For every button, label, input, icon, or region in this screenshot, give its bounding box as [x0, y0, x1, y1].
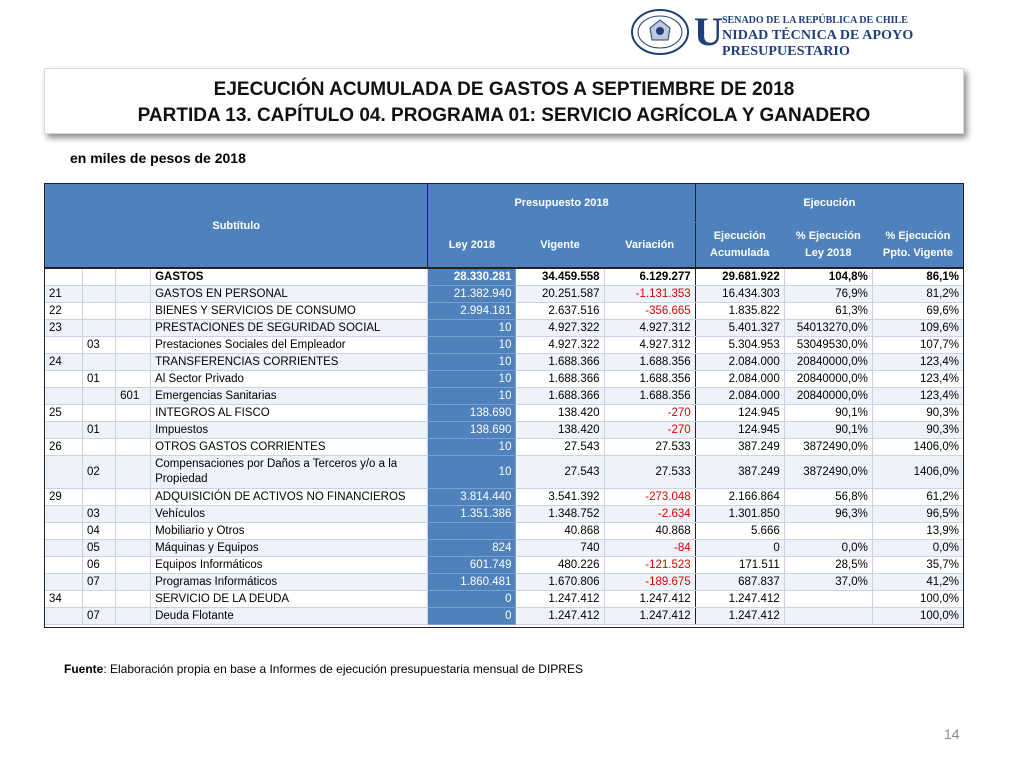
- table-row: [45, 405, 964, 422]
- cell-ejecucion-acumulada: 2.166.864: [695, 489, 784, 506]
- cell-vigente: 4.927.322: [516, 337, 604, 354]
- cell-pct-ley: 56,8%: [784, 489, 872, 506]
- cell-ley-2018: 138.690: [428, 422, 516, 439]
- cell-subtitulo-code: [45, 608, 83, 625]
- cell-ley-2018: 10: [428, 439, 516, 456]
- cell-pct-vigente: 1406,0%: [872, 456, 963, 489]
- cell-item-code: 03: [83, 506, 116, 523]
- cell-vigente: 1.348.752: [516, 506, 604, 523]
- cell-pct-ley: 96,3%: [784, 506, 872, 523]
- cell-variacion: -2.634: [604, 506, 695, 523]
- cell-pct-vigente: 96,5%: [872, 506, 963, 523]
- cell-pct-ley: 61,3%: [784, 303, 872, 320]
- header-variacion: Variación: [604, 223, 695, 269]
- cell-asignacion-code: [116, 489, 151, 506]
- source-note: [64, 662, 583, 676]
- cell-ley-2018: 0: [428, 591, 516, 608]
- cell-pct-vigente: 86,1%: [872, 268, 963, 286]
- header-presupuesto: Presupuesto 2018: [428, 184, 695, 223]
- cell-asignacion-code: [116, 286, 151, 303]
- cell-variacion: 1.688.356: [604, 354, 695, 371]
- cell-pct-ley: [784, 523, 872, 540]
- cell-ejecucion-acumulada: 2.084.000: [695, 371, 784, 388]
- cell-concept-name: GASTOS EN PERSONAL: [151, 286, 428, 303]
- cell-concept-name: Máquinas y Equipos: [151, 540, 428, 557]
- cell-ejecucion-acumulada: 29.681.922: [695, 268, 784, 286]
- cell-concept-name: Al Sector Privado: [151, 371, 428, 388]
- cell-item-code: 03: [83, 337, 116, 354]
- cell-asignacion-code: [116, 540, 151, 557]
- cell-ejecucion-acumulada: 124.945: [695, 422, 784, 439]
- table-row: [45, 489, 964, 506]
- header-ejecucion: Ejecución: [695, 184, 963, 223]
- cell-item-code: 07: [83, 608, 116, 625]
- cell-ley-2018: 28.330.281: [428, 268, 516, 286]
- cell-subtitulo-code: 25: [45, 405, 83, 422]
- cell-concept-name: Emergencias Sanitarias: [151, 388, 428, 405]
- cell-pct-vigente: 100,0%: [872, 591, 963, 608]
- cell-concept-name: TRANSFERENCIAS CORRIENTES: [151, 354, 428, 371]
- cell-subtitulo-code: [45, 523, 83, 540]
- cell-variacion: -270: [604, 422, 695, 439]
- cell-item-code: 01: [83, 422, 116, 439]
- cell-subtitulo-code: 34: [45, 591, 83, 608]
- cell-subtitulo-code: [45, 337, 83, 354]
- cell-concept-name: Deuda Flotante: [151, 608, 428, 625]
- cell-variacion: -1.131.353: [604, 286, 695, 303]
- header-ley: Ley 2018: [428, 223, 516, 269]
- cell-ejecucion-acumulada: 387.249: [695, 456, 784, 489]
- cell-asignacion-code: [116, 506, 151, 523]
- cell-pct-ley: 53049530,0%: [784, 337, 872, 354]
- cell-ejecucion-acumulada: 5.401.327: [695, 320, 784, 337]
- table-row: [45, 286, 964, 303]
- cell-subtitulo-code: [45, 422, 83, 439]
- table-row: [45, 523, 964, 540]
- cell-variacion: -270: [604, 405, 695, 422]
- cell-pct-vigente: 35,7%: [872, 557, 963, 574]
- table-row: [45, 422, 964, 439]
- cell-item-code: [83, 388, 116, 405]
- cell-asignacion-code: [116, 303, 151, 320]
- cell-ley-2018: 10: [428, 388, 516, 405]
- cell-pct-vigente: 123,4%: [872, 371, 963, 388]
- cell-asignacion-code: [116, 574, 151, 591]
- cell-ejecucion-acumulada: 1.247.412: [695, 608, 784, 625]
- source-label: Fuente: [64, 662, 104, 676]
- cell-item-code: 07: [83, 574, 116, 591]
- cell-pct-vigente: 100,0%: [872, 608, 963, 625]
- cell-pct-vigente: 81,2%: [872, 286, 963, 303]
- cell-vigente: 1.688.366: [516, 388, 604, 405]
- cell-variacion: 6.129.277: [604, 268, 695, 286]
- cell-variacion: -356.665: [604, 303, 695, 320]
- cell-variacion: -189.675: [604, 574, 695, 591]
- cell-item-code: [83, 489, 116, 506]
- cell-pct-vigente: 69,6%: [872, 303, 963, 320]
- cell-vigente: 1.247.412: [516, 608, 604, 625]
- source-text: : Elaboración propia en base a Informes de ejecución presupuestaria mensual de DIPRES: [103, 662, 583, 676]
- cell-subtitulo-code: 21: [45, 286, 83, 303]
- cell-subtitulo-code: 23: [45, 320, 83, 337]
- cell-asignacion-code: [116, 268, 151, 286]
- cell-pct-ley: 3872490,0%: [784, 439, 872, 456]
- table-row: [45, 320, 964, 337]
- cell-subtitulo-code: 26: [45, 439, 83, 456]
- cell-concept-name: PRESTACIONES DE SEGURIDAD SOCIAL: [151, 320, 428, 337]
- cell-pct-ley: 37,0%: [784, 574, 872, 591]
- cell-ley-2018: 138.690: [428, 405, 516, 422]
- cell-variacion: -273.048: [604, 489, 695, 506]
- senate-seal-logo: [630, 8, 690, 56]
- table-row: [45, 540, 964, 557]
- cell-ejecucion-acumulada: 2.084.000: [695, 354, 784, 371]
- cell-vigente: 27.543: [516, 439, 604, 456]
- cell-concept-name: Vehículos: [151, 506, 428, 523]
- cell-asignacion-code: [116, 422, 151, 439]
- cell-subtitulo-code: [45, 388, 83, 405]
- budget-table: [44, 183, 964, 625]
- cell-variacion: 1.688.356: [604, 388, 695, 405]
- cell-pct-ley: 3872490,0%: [784, 456, 872, 489]
- cell-variacion: 1.688.356: [604, 371, 695, 388]
- cell-concept-name: BIENES Y SERVICIOS DE CONSUMO: [151, 303, 428, 320]
- cell-concept-name: ADQUISICIÓN DE ACTIVOS NO FINANCIEROS: [151, 489, 428, 506]
- cell-ley-2018: 10: [428, 456, 516, 489]
- cell-pct-vigente: 41,2%: [872, 574, 963, 591]
- cell-ejecucion-acumulada: 1.247.412: [695, 591, 784, 608]
- cell-concept-name: Compensaciones por Daños a Terceros y/o a la Propiedad: [151, 456, 428, 489]
- cell-pct-vigente: 13,9%: [872, 523, 963, 540]
- cell-ejecucion-acumulada: 2.084.000: [695, 388, 784, 405]
- table-row: [45, 456, 964, 489]
- cell-item-code: [83, 439, 116, 456]
- cell-pct-ley: 90,1%: [784, 405, 872, 422]
- cell-pct-ley: [784, 608, 872, 625]
- cell-vigente: 27.543: [516, 456, 604, 489]
- cell-asignacion-code: 601: [116, 388, 151, 405]
- table-row: [45, 574, 964, 591]
- cell-asignacion-code: [116, 337, 151, 354]
- cell-asignacion-code: [116, 354, 151, 371]
- cell-vigente: 3.541.392: [516, 489, 604, 506]
- cell-subtitulo-code: [45, 456, 83, 489]
- cell-ley-2018: [428, 523, 516, 540]
- table-row: [45, 268, 964, 286]
- cell-item-code: [83, 286, 116, 303]
- cell-subtitulo-code: [45, 540, 83, 557]
- cell-vigente: 2.637.516: [516, 303, 604, 320]
- cell-item-code: [83, 354, 116, 371]
- cell-asignacion-code: [116, 557, 151, 574]
- cell-vigente: 34.459.558: [516, 268, 604, 286]
- cell-asignacion-code: [116, 320, 151, 337]
- logo-initial: U: [694, 9, 723, 54]
- cell-pct-ley: 20840000,0%: [784, 354, 872, 371]
- title-box: [44, 68, 964, 134]
- cell-ley-2018: 10: [428, 354, 516, 371]
- table-row: [45, 506, 964, 523]
- cell-ley-2018: 1.351.386: [428, 506, 516, 523]
- cell-vigente: 138.420: [516, 422, 604, 439]
- cell-ejecucion-acumulada: 1.835.822: [695, 303, 784, 320]
- cell-subtitulo-code: [45, 268, 83, 286]
- cell-item-code: 01: [83, 371, 116, 388]
- cell-ley-2018: 601.749: [428, 557, 516, 574]
- header-ejecucion-acumulada: Ejecución Acumulada: [695, 223, 784, 269]
- table-row: [45, 591, 964, 608]
- cell-variacion: 27.533: [604, 439, 695, 456]
- cell-subtitulo-code: 22: [45, 303, 83, 320]
- cell-subtitulo-code: [45, 574, 83, 591]
- cell-variacion: 40.868: [604, 523, 695, 540]
- logo-unit-name: NIDAD TÉCNICA DE APOYO PRESUPUESTARIO: [722, 28, 914, 59]
- cell-asignacion-code: [116, 523, 151, 540]
- units-label: en miles de pesos de 2018: [70, 150, 246, 166]
- cell-ejecucion-acumulada: 5.304.953: [695, 337, 784, 354]
- cell-pct-ley: 20840000,0%: [784, 388, 872, 405]
- cell-variacion: -121.523: [604, 557, 695, 574]
- cell-asignacion-code: [116, 608, 151, 625]
- cell-ejecucion-acumulada: 171.511: [695, 557, 784, 574]
- cell-pct-ley: 0,0%: [784, 540, 872, 557]
- title-line-2: PARTIDA 13. CAPÍTULO 04. PROGRAMA 01: SERVICIO AGRÍCOLA Y GANADERO: [137, 105, 871, 126]
- cell-item-code: [83, 405, 116, 422]
- table-row: [45, 557, 964, 574]
- cell-ejecucion-acumulada: 387.249: [695, 439, 784, 456]
- cell-ley-2018: 1.860.481: [428, 574, 516, 591]
- cell-item-code: 06: [83, 557, 116, 574]
- cell-ejecucion-acumulada: 687.837: [695, 574, 784, 591]
- cell-concept-name: SERVICIO DE LA DEUDA: [151, 591, 428, 608]
- cell-pct-vigente: 90,3%: [872, 422, 963, 439]
- cell-ley-2018: 3.814.440: [428, 489, 516, 506]
- cell-ley-2018: 2.994.181: [428, 303, 516, 320]
- cell-pct-ley: 90,1%: [784, 422, 872, 439]
- cell-concept-name: Impuestos: [151, 422, 428, 439]
- cell-ejecucion-acumulada: 1.301.850: [695, 506, 784, 523]
- cell-pct-vigente: 61,2%: [872, 489, 963, 506]
- cell-item-code: [83, 268, 116, 286]
- cell-concept-name: INTEGROS AL FISCO: [151, 405, 428, 422]
- cell-concept-name: OTROS GASTOS CORRIENTES: [151, 439, 428, 456]
- logo-senate-name: SENADO DE LA REPÚBLICA DE CHILE: [722, 15, 908, 26]
- cell-ejecucion-acumulada: 5.666: [695, 523, 784, 540]
- header-pct-vigente: % Ejecución Ppto. Vigente: [872, 223, 963, 269]
- cell-variacion: 27.533: [604, 456, 695, 489]
- cell-vigente: 1.247.412: [516, 591, 604, 608]
- cell-item-code: [83, 303, 116, 320]
- cell-vigente: 40.868: [516, 523, 604, 540]
- cell-ley-2018: 10: [428, 371, 516, 388]
- cell-item-code: [83, 591, 116, 608]
- cell-pct-ley: 76,9%: [784, 286, 872, 303]
- header-pct-ley: % Ejecución Ley 2018: [784, 223, 872, 269]
- cell-pct-vigente: 109,6%: [872, 320, 963, 337]
- table-row: [45, 303, 964, 320]
- cell-concept-name: Prestaciones Sociales del Empleador: [151, 337, 428, 354]
- cell-vigente: 1.688.366: [516, 354, 604, 371]
- cell-asignacion-code: [116, 439, 151, 456]
- cell-vigente: 1.670.806: [516, 574, 604, 591]
- cell-ejecucion-acumulada: 0: [695, 540, 784, 557]
- cell-variacion: 1.247.412: [604, 591, 695, 608]
- cell-pct-vigente: 107,7%: [872, 337, 963, 354]
- cell-subtitulo-code: [45, 506, 83, 523]
- cell-vigente: 480.226: [516, 557, 604, 574]
- cell-pct-vigente: 90,3%: [872, 405, 963, 422]
- cell-item-code: 04: [83, 523, 116, 540]
- cell-item-code: [83, 320, 116, 337]
- table-row: [45, 388, 964, 405]
- table-row: [45, 608, 964, 625]
- cell-subtitulo-code: [45, 371, 83, 388]
- table-row: [45, 439, 964, 456]
- cell-ejecucion-acumulada: 16.434.303: [695, 286, 784, 303]
- cell-variacion: 1.247.412: [604, 608, 695, 625]
- table-row: [45, 354, 964, 371]
- cell-ley-2018: 21.382.940: [428, 286, 516, 303]
- cell-asignacion-code: [116, 371, 151, 388]
- cell-pct-ley: 54013270,0%: [784, 320, 872, 337]
- cell-ley-2018: 10: [428, 337, 516, 354]
- cell-vigente: 4.927.322: [516, 320, 604, 337]
- cell-asignacion-code: [116, 405, 151, 422]
- cell-item-code: 02: [83, 456, 116, 489]
- cell-ley-2018: 10: [428, 320, 516, 337]
- cell-asignacion-code: [116, 456, 151, 489]
- header-subtitulo: Subtítulo: [45, 184, 428, 269]
- cell-ejecucion-acumulada: 124.945: [695, 405, 784, 422]
- cell-item-code: 05: [83, 540, 116, 557]
- cell-subtitulo-code: [45, 557, 83, 574]
- cell-vigente: 1.688.366: [516, 371, 604, 388]
- cell-vigente: 740: [516, 540, 604, 557]
- cell-subtitulo-code: 24: [45, 354, 83, 371]
- cell-pct-ley: [784, 591, 872, 608]
- table-row: [45, 371, 964, 388]
- cell-variacion: 4.927.312: [604, 320, 695, 337]
- header-vigente: Vigente: [516, 223, 604, 269]
- cell-pct-vigente: 1406,0%: [872, 439, 963, 456]
- cell-variacion: -84: [604, 540, 695, 557]
- cell-vigente: 20.251.587: [516, 286, 604, 303]
- cell-ley-2018: 824: [428, 540, 516, 557]
- cell-subtitulo-code: 29: [45, 489, 83, 506]
- cell-pct-vigente: 0,0%: [872, 540, 963, 557]
- cell-pct-ley: 104,8%: [784, 268, 872, 286]
- cell-concept-name: GASTOS: [151, 268, 428, 286]
- cell-pct-ley: 20840000,0%: [784, 371, 872, 388]
- cell-ley-2018: 0: [428, 608, 516, 625]
- cell-vigente: 138.420: [516, 405, 604, 422]
- cell-concept-name: Programas Informáticos: [151, 574, 428, 591]
- cell-variacion: 4.927.312: [604, 337, 695, 354]
- cell-asignacion-code: [116, 591, 151, 608]
- cell-concept-name: Equipos Informáticos: [151, 557, 428, 574]
- page-number: 14: [944, 726, 960, 742]
- cell-pct-ley: 28,5%: [784, 557, 872, 574]
- cell-pct-vigente: 123,4%: [872, 388, 963, 405]
- cell-concept-name: Mobiliario y Otros: [151, 523, 428, 540]
- title-line-1: EJECUCIÓN ACUMULADA DE GASTOS A SEPTIEMBRE DE 2018: [213, 79, 795, 100]
- cell-pct-vigente: 123,4%: [872, 354, 963, 371]
- table-row: [45, 337, 964, 354]
